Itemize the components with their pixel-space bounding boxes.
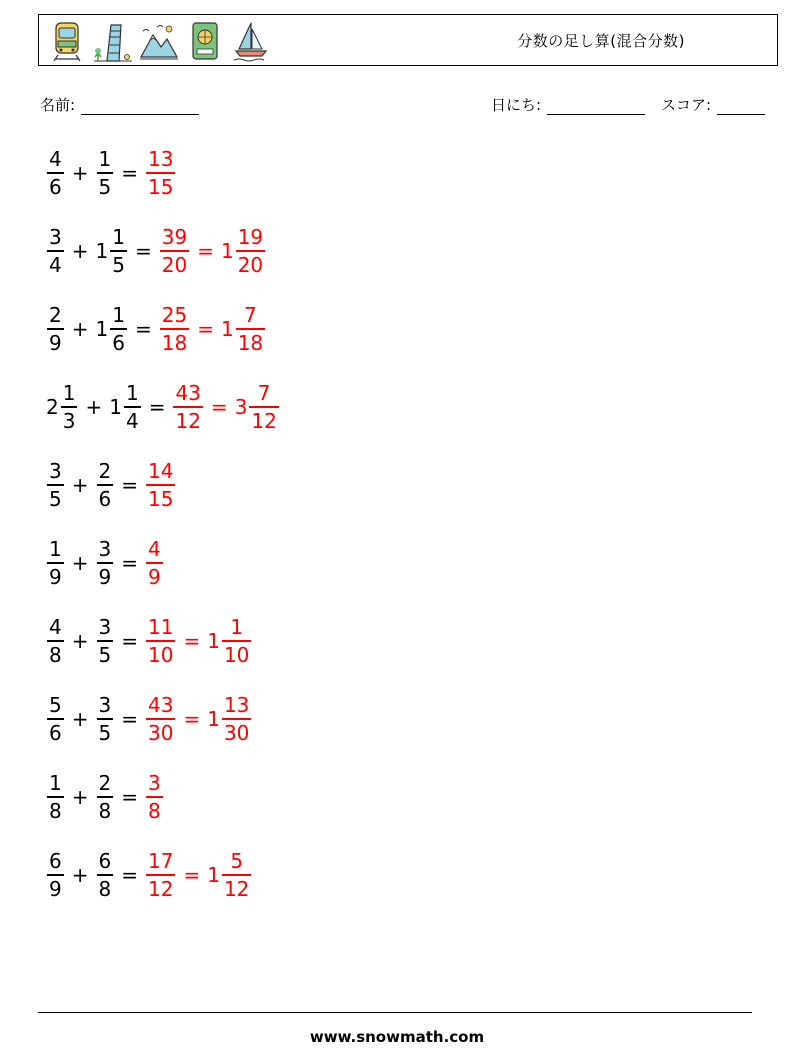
name-field <box>40 94 199 115</box>
denominator: 20 <box>237 252 264 277</box>
addend-b-term <box>96 224 128 278</box>
answer <box>145 614 252 668</box>
denominator: 8 <box>98 876 112 901</box>
numerator: 1 <box>98 147 112 172</box>
passport-icon <box>185 19 225 63</box>
footer-divider <box>38 1012 752 1013</box>
plus-sign: + <box>85 395 103 419</box>
numerator: 11 <box>148 615 174 640</box>
equals-sign: = <box>121 785 138 809</box>
equals-sign: = <box>183 707 201 731</box>
fraction <box>47 302 64 356</box>
equals-sign: = <box>134 239 152 263</box>
fraction <box>47 848 64 902</box>
denominator: 12 <box>251 408 277 433</box>
fraction <box>47 692 64 746</box>
whole-number: 1 <box>207 707 220 731</box>
denominator: 5 <box>49 486 62 511</box>
plus-sign: + <box>71 473 89 497</box>
equals-sign: = <box>197 239 214 263</box>
addend-a-term <box>46 770 65 824</box>
equals-sign: = <box>134 317 152 341</box>
numerator: 6 <box>98 849 112 874</box>
fraction <box>146 536 163 590</box>
answer-term <box>172 380 203 434</box>
numerator: 6 <box>49 849 62 874</box>
addend-b-term <box>96 848 115 902</box>
addend-b-term <box>96 146 115 200</box>
plus-sign: + <box>71 317 89 341</box>
problem-row <box>46 840 252 910</box>
fraction <box>61 380 78 434</box>
fraction <box>173 380 202 434</box>
denominator: 4 <box>125 408 139 433</box>
whole-number: 1 <box>220 317 234 341</box>
numerator: 43 <box>175 381 201 406</box>
answer <box>145 770 164 824</box>
answer <box>145 536 164 590</box>
denominator: 8 <box>49 798 62 823</box>
fraction <box>97 614 114 668</box>
whole-number: 2 <box>46 395 59 419</box>
addend-b-term <box>96 614 115 668</box>
numerator: 7 <box>257 381 271 406</box>
numerator: 39 <box>161 225 188 250</box>
denominator: 9 <box>98 564 112 589</box>
answer-term <box>145 770 164 824</box>
numerator: 4 <box>148 537 161 562</box>
denominator: 18 <box>161 330 188 355</box>
fraction <box>97 848 114 902</box>
whole-number: 1 <box>109 395 122 419</box>
plus-sign: + <box>71 707 89 731</box>
denominator: 8 <box>148 798 161 823</box>
fraction <box>47 770 64 824</box>
fraction <box>47 614 64 668</box>
fraction <box>146 458 175 512</box>
fraction <box>97 692 114 746</box>
addend-a-term <box>46 848 65 902</box>
denominator: 10 <box>148 642 174 667</box>
fraction <box>146 146 175 200</box>
fraction <box>97 458 114 512</box>
numerator: 13 <box>148 147 174 172</box>
equals-sign: = <box>121 161 138 185</box>
answer-term <box>145 458 176 512</box>
numerator: 3 <box>148 771 161 796</box>
fraction <box>222 692 251 746</box>
equals-sign: = <box>197 317 214 341</box>
answer-term <box>207 848 252 902</box>
answer <box>159 224 266 278</box>
date-blank[interactable] <box>547 100 645 115</box>
problem-row <box>46 606 252 676</box>
equals-sign: = <box>210 395 228 419</box>
date-label: 日にち: <box>491 96 542 114</box>
fraction <box>124 380 141 434</box>
fraction <box>249 380 278 434</box>
plus-sign: + <box>71 629 89 653</box>
answer <box>145 458 176 512</box>
equals-sign: = <box>183 863 201 887</box>
equals-sign: = <box>121 707 138 731</box>
numerator: 13 <box>223 693 250 718</box>
numerator: 43 <box>148 693 174 718</box>
numerator: 5 <box>230 849 244 874</box>
fraction <box>97 536 114 590</box>
denominator: 30 <box>148 720 174 745</box>
fraction <box>222 614 251 668</box>
plus-sign: + <box>71 551 89 575</box>
fraction <box>110 302 127 356</box>
answer-term <box>235 380 280 434</box>
denominator: 6 <box>49 720 62 745</box>
denominator: 9 <box>49 330 62 355</box>
whole-number: 3 <box>234 395 248 419</box>
denominator: 8 <box>49 642 62 667</box>
denominator: 10 <box>223 642 250 667</box>
numerator: 25 <box>161 303 188 328</box>
score-blank[interactable] <box>717 100 765 115</box>
equals-sign: = <box>183 629 201 653</box>
answer-term <box>145 692 176 746</box>
numerator: 4 <box>49 147 62 172</box>
numerator: 5 <box>49 693 62 718</box>
problem-row <box>46 216 266 286</box>
addend-a-term <box>46 536 65 590</box>
answer-term <box>159 224 190 278</box>
name-blank[interactable] <box>81 100 199 115</box>
equals-sign: = <box>121 473 138 497</box>
whole-number: 1 <box>95 239 109 263</box>
addend-a-term <box>46 380 78 434</box>
leaning-tower-icon <box>93 19 133 63</box>
denominator: 6 <box>98 486 112 511</box>
fraction <box>146 770 163 824</box>
denominator: 9 <box>148 564 161 589</box>
whole-number: 1 <box>207 863 220 887</box>
plus-sign: + <box>71 161 89 185</box>
footer-site: www.snowmath.com <box>309 1028 485 1046</box>
addend-b-term <box>109 380 141 434</box>
tram-icon <box>47 19 87 63</box>
fraction <box>160 302 189 356</box>
fraction <box>160 224 189 278</box>
denominator: 12 <box>148 876 174 901</box>
problem-row <box>46 450 176 520</box>
fraction <box>47 224 64 278</box>
answer <box>145 848 252 902</box>
fraction <box>146 614 175 668</box>
worksheet-title: 分数の足し算(混合分数) <box>517 32 685 50</box>
plus-sign: + <box>71 785 89 809</box>
addend-a-term <box>46 146 65 200</box>
denominator: 5 <box>98 642 112 667</box>
denominator: 6 <box>112 330 125 355</box>
answer-term <box>207 692 252 746</box>
addend-b-term <box>96 692 115 746</box>
numerator: 3 <box>98 693 112 718</box>
denominator: 9 <box>49 876 62 901</box>
numerator: 3 <box>98 537 112 562</box>
numerator: 2 <box>49 303 62 328</box>
numerator: 3 <box>49 225 62 250</box>
addend-a-term <box>46 692 65 746</box>
numerator: 4 <box>49 615 62 640</box>
denominator: 9 <box>49 564 62 589</box>
answer-term <box>207 614 252 668</box>
numerator: 2 <box>98 771 112 796</box>
problem-row <box>46 762 164 832</box>
equals-sign: = <box>121 629 138 653</box>
denominator: 15 <box>148 174 174 199</box>
plus-sign: + <box>71 239 89 263</box>
answer-term <box>221 302 266 356</box>
equals-sign: = <box>121 551 138 575</box>
problem-row <box>46 684 252 754</box>
denominator: 18 <box>237 330 264 355</box>
addend-a-term <box>46 224 65 278</box>
answer-term <box>145 848 176 902</box>
fraction <box>146 692 175 746</box>
answer <box>145 146 176 200</box>
answer-term <box>145 614 176 668</box>
header-icons <box>47 19 271 63</box>
addend-a-term <box>46 458 65 512</box>
addend-b-term <box>96 302 128 356</box>
addend-a-term <box>46 302 65 356</box>
answer-term <box>145 146 176 200</box>
fraction <box>97 146 114 200</box>
numerator: 1 <box>230 615 244 640</box>
numerator: 1 <box>49 537 62 562</box>
denominator: 12 <box>175 408 201 433</box>
numerator: 17 <box>148 849 174 874</box>
mountains-icon <box>139 19 179 63</box>
equals-sign: = <box>121 863 138 887</box>
numerator: 7 <box>244 303 257 328</box>
numerator: 1 <box>112 303 125 328</box>
date-field <box>491 94 645 115</box>
fraction <box>47 458 64 512</box>
fraction <box>236 302 265 356</box>
denominator: 5 <box>98 720 112 745</box>
fraction <box>146 848 175 902</box>
answer-term <box>159 302 190 356</box>
answer-term <box>145 536 164 590</box>
fraction <box>47 146 64 200</box>
fraction <box>222 848 251 902</box>
denominator: 6 <box>49 174 62 199</box>
denominator: 5 <box>112 252 125 277</box>
denominator: 12 <box>223 876 250 901</box>
name-label: 名前: <box>40 96 76 114</box>
addend-b-term <box>96 458 115 512</box>
numerator: 1 <box>62 381 76 406</box>
equals-sign: = <box>148 395 166 419</box>
addend-b-term <box>96 536 115 590</box>
denominator: 4 <box>49 252 62 277</box>
numerator: 1 <box>125 381 139 406</box>
problem-row <box>46 528 164 598</box>
fraction <box>110 224 127 278</box>
denominator: 8 <box>98 798 112 823</box>
numerator: 19 <box>237 225 264 250</box>
addend-a-term <box>46 614 65 668</box>
numerator: 1 <box>112 225 125 250</box>
numerator: 14 <box>148 459 174 484</box>
numerator: 1 <box>49 771 62 796</box>
fraction <box>47 536 64 590</box>
numerator: 3 <box>49 459 62 484</box>
problem-row <box>46 372 280 442</box>
answer <box>159 302 266 356</box>
whole-number: 1 <box>207 629 220 653</box>
score-field <box>661 94 765 115</box>
worksheet-header <box>38 14 778 66</box>
score-label: スコア: <box>661 96 712 114</box>
problem-row <box>46 294 266 364</box>
addend-b-term <box>96 770 115 824</box>
answer <box>145 692 252 746</box>
denominator: 5 <box>98 174 112 199</box>
problem-row <box>46 138 176 208</box>
plus-sign: + <box>71 863 89 887</box>
numerator: 3 <box>98 615 112 640</box>
answer-term <box>221 224 266 278</box>
numerator: 2 <box>98 459 112 484</box>
answer <box>172 380 279 434</box>
fraction <box>236 224 265 278</box>
denominator: 20 <box>161 252 188 277</box>
denominator: 30 <box>223 720 250 745</box>
sailboat-icon <box>231 19 271 63</box>
whole-number: 1 <box>220 239 234 263</box>
whole-number: 1 <box>95 317 109 341</box>
denominator: 15 <box>148 486 174 511</box>
denominator: 3 <box>62 408 76 433</box>
fraction <box>97 770 114 824</box>
